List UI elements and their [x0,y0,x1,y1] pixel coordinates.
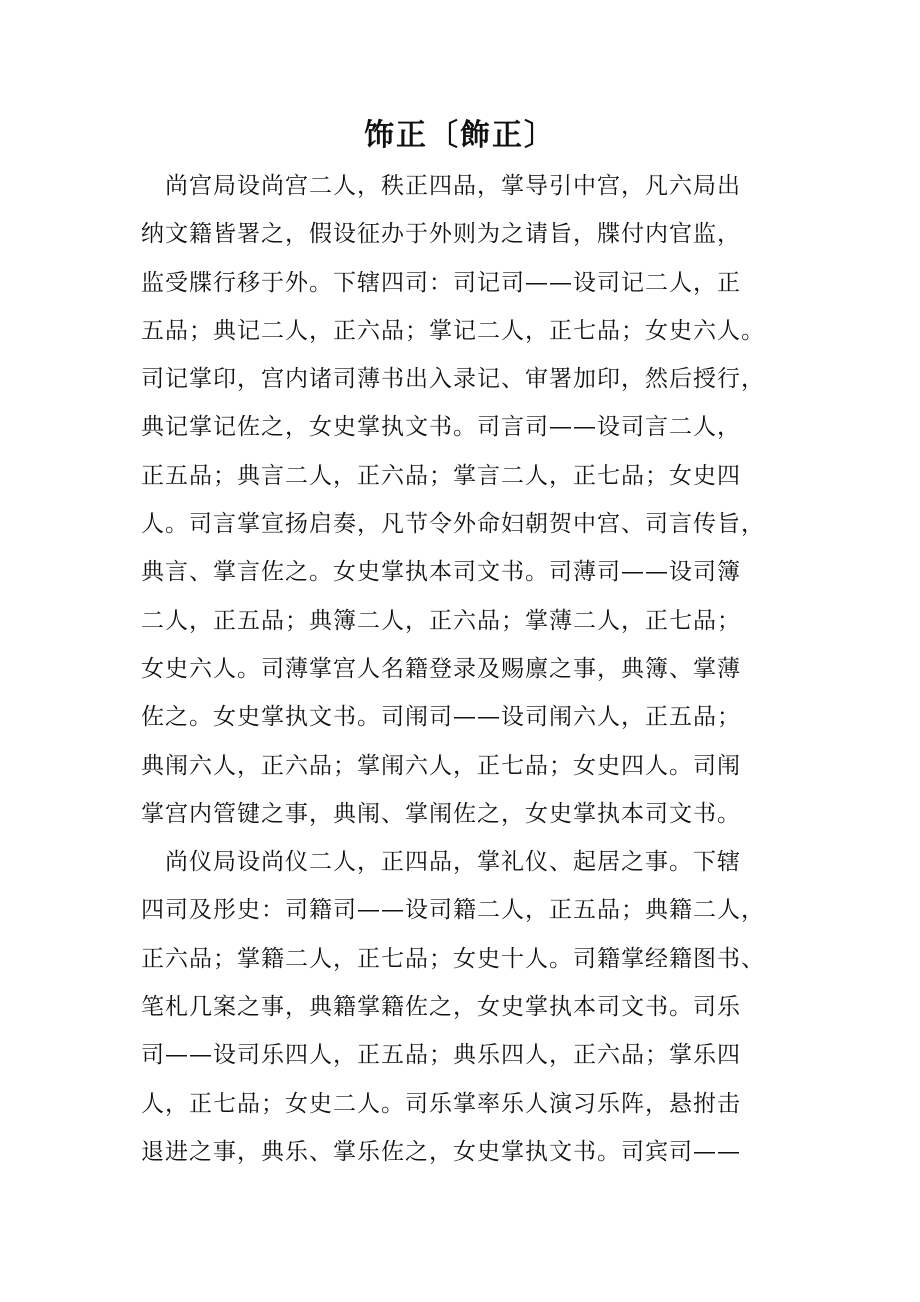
paragraph-line: 监受牒行移于外。下辖四司：司记司——设司记二人，正 [141,269,741,296]
paragraph-line: 司——设司乐四人，正五品；典乐四人，正六品；掌乐四 [141,1042,741,1069]
paragraph-line: 人，正七品；女史二人。司乐掌率乐人演习乐阵，悬拊击 [141,1090,741,1117]
document-title: 饰正〔飾正〕 [364,118,556,153]
paragraph-line: 佐之。女史掌执文书。司闱司——设司闱六人，正五品； [141,704,741,731]
paragraph-line: 典记掌记佐之，女史掌执文书。司言司——设司言二人， [141,414,741,441]
paragraph-line: 正五品；典言二人，正六品；掌言二人，正七品；女史四 [141,462,741,489]
paragraph-line: 纳文籍皆署之，假设征办于外则为之请旨，牒付内官监， [141,221,741,248]
paragraph-line: 掌宫内管键之事，典闱、掌闱佐之，女史掌执本司文书。 [141,800,741,827]
paragraph-line: 司记掌印，宫内诸司薄书出入录记、审署加印，然后授行， [141,366,765,393]
paragraph-line: 正六品；掌籍二人，正七品；女史十人。司籍掌经籍图书、 [141,945,765,972]
paragraph-line: 退进之事，典乐、掌乐佐之，女史掌执文书。司宾司—— [141,1138,741,1165]
paragraph-line: 二人，正五品；典簿二人，正六品；掌薄二人，正七品； [141,607,741,634]
paragraph-line: 女史六人。司薄掌宫人名籍登录及赐廪之事，典簿、掌薄 [141,655,741,682]
paragraph-line: 四司及彤史：司籍司——设司籍二人，正五品；典籍二人， [141,897,765,924]
paragraph-line: 笔札几案之事，典籍掌籍佐之，女史掌执本司文书。司乐 [141,994,741,1021]
paragraph-line: 人。司言掌宣扬启奏，凡节令外命妇朝贺中宫、司言传旨， [141,511,765,538]
paragraph-line: 五品；典记二人，正六品；掌记二人，正七品；女史六人。 [141,317,765,344]
document-body [141,162,781,1176]
paragraph-line: 典闱六人，正六品；掌闱六人，正七品；女史四人。司闱 [141,752,741,779]
paragraph-line: 尚仪局设尚仪二人，正四品，掌礼仪、起居之事。下辖 [165,849,741,876]
paragraph-line: 尚宫局设尚宫二人，秩正四品，掌导引中宫，凡六局出 [165,173,741,199]
paragraph-line: 典言、掌言佐之。女史掌执本司文书。司薄司——设司簿 [141,559,741,586]
